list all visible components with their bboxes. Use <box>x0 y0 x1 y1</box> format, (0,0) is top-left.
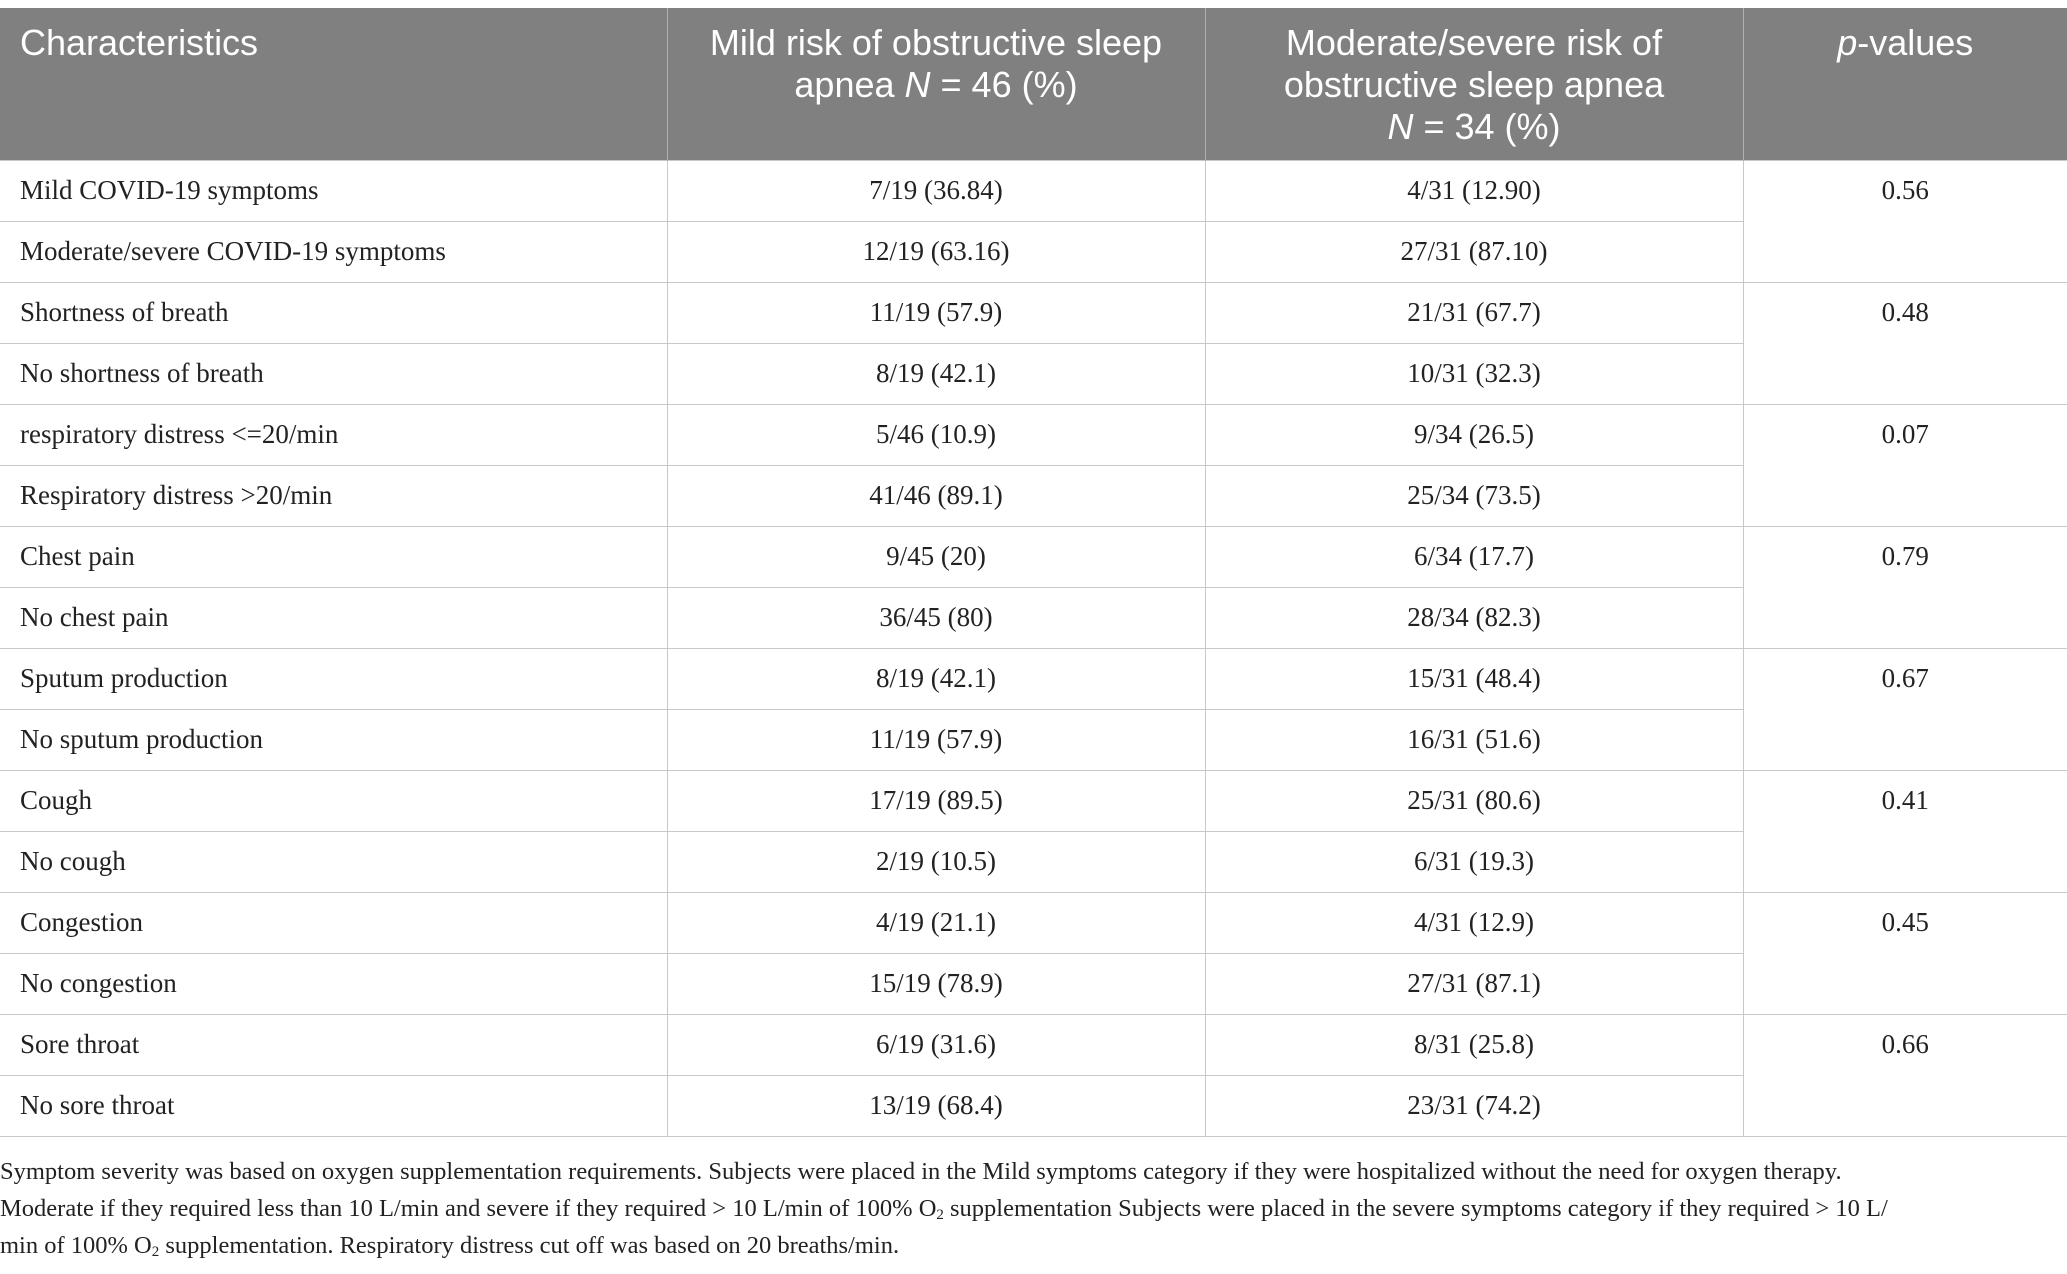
p-value: 0.66 <box>1743 1014 2067 1136</box>
table-row <box>0 160 2067 221</box>
row-label: Congestion <box>0 892 667 953</box>
header-mod-n: N <box>1387 106 1414 147</box>
header-mild-risk <box>667 8 1205 160</box>
mild-value: 13/19 (68.4) <box>667 1075 1205 1136</box>
p-value: 0.67 <box>1743 648 2067 770</box>
row-label: No congestion <box>0 953 667 1014</box>
row-label: Cough <box>0 770 667 831</box>
moderate-value: 27/31 (87.1) <box>1205 953 1743 1014</box>
mild-value: 15/19 (78.9) <box>667 953 1205 1014</box>
p-value: 0.48 <box>1743 282 2067 404</box>
mild-value: 12/19 (63.16) <box>667 221 1205 282</box>
mild-value: 36/45 (80) <box>667 587 1205 648</box>
mild-value: 9/45 (20) <box>667 526 1205 587</box>
table-footnote <box>0 1153 2050 1264</box>
header-p-values <box>1743 8 2067 160</box>
moderate-value: 21/31 (67.7) <box>1205 282 1743 343</box>
footnote-line3a: min of 100% O <box>0 1232 152 1259</box>
table-row <box>0 404 2067 465</box>
moderate-value: 10/31 (32.3) <box>1205 343 1743 404</box>
header-mild-n: N <box>904 64 931 105</box>
moderate-value: 4/31 (12.9) <box>1205 892 1743 953</box>
header-mild-line1: Mild risk of obstructive sleep <box>709 22 1163 63</box>
mild-value: 6/19 (31.6) <box>667 1014 1205 1075</box>
row-label: Sore throat <box>0 1014 667 1075</box>
p-value: 0.45 <box>1743 892 2067 1014</box>
moderate-value: 8/31 (25.8) <box>1205 1014 1743 1075</box>
p-value: 0.41 <box>1743 770 2067 892</box>
mild-value: 2/19 (10.5) <box>667 831 1205 892</box>
row-label: respiratory distress <=20/min <box>0 404 667 465</box>
row-label: No sputum production <box>0 709 667 770</box>
moderate-value: 6/34 (17.7) <box>1205 526 1743 587</box>
header-characteristics: Characteristics <box>0 8 667 160</box>
mild-value: 17/19 (89.5) <box>667 770 1205 831</box>
p-value: 0.79 <box>1743 526 2067 648</box>
table-body <box>0 160 2067 1136</box>
table-row <box>0 892 2067 953</box>
mild-value: 11/19 (57.9) <box>667 282 1205 343</box>
footnote-line1: Symptom severity was based on oxygen supplementation requirements. Subjects were placed in the Mild symptoms category if they were hospitalized without the need for oxygen therapy. <box>0 1158 1842 1185</box>
header-p-var: p <box>1837 22 1858 63</box>
header-p-post: -values <box>1857 22 1974 63</box>
header-mild-line2-pre: apnea <box>794 64 905 105</box>
footnote-line2a: Moderate if they required less than 10 L/min and severe if they required > 10 L/min of 100% O <box>0 1195 937 1222</box>
table-row <box>0 770 2067 831</box>
table-row <box>0 282 2067 343</box>
moderate-value: 27/31 (87.10) <box>1205 221 1743 282</box>
row-label: Mild COVID-19 symptoms <box>0 160 667 221</box>
mild-value: 7/19 (36.84) <box>667 160 1205 221</box>
mild-value: 8/19 (42.1) <box>667 648 1205 709</box>
mild-value: 5/46 (10.9) <box>667 404 1205 465</box>
row-label: Respiratory distress >20/min <box>0 465 667 526</box>
p-value: 0.56 <box>1743 160 2067 282</box>
header-mild-line2-post: = 46 (%) <box>930 64 1078 105</box>
moderate-value: 16/31 (51.6) <box>1205 709 1743 770</box>
moderate-value: 9/34 (26.5) <box>1205 404 1743 465</box>
table-row <box>0 1014 2067 1075</box>
moderate-value: 25/34 (73.5) <box>1205 465 1743 526</box>
p-value: 0.07 <box>1743 404 2067 526</box>
moderate-value: 4/31 (12.90) <box>1205 160 1743 221</box>
mild-value: 41/46 (89.1) <box>667 465 1205 526</box>
row-label: Moderate/severe COVID-19 symptoms <box>0 221 667 282</box>
footnote-line2b: supplementation Subjects were placed in the severe symptoms category if they required > 10 L/ <box>943 1195 1888 1222</box>
mild-value: 4/19 (21.1) <box>667 892 1205 953</box>
header-mod-line3-post: = 34 (%) <box>1413 106 1561 147</box>
header-moderate-risk <box>1205 8 1743 160</box>
moderate-value: 23/31 (74.2) <box>1205 1075 1743 1136</box>
table-row <box>0 648 2067 709</box>
moderate-value: 6/31 (19.3) <box>1205 831 1743 892</box>
row-label: No shortness of breath <box>0 343 667 404</box>
row-label: No chest pain <box>0 587 667 648</box>
results-table <box>0 8 2067 1137</box>
row-label: No cough <box>0 831 667 892</box>
header-mod-line1: Moderate/severe risk of <box>1285 22 1663 63</box>
footnote-sub-2: 2 <box>936 1207 944 1223</box>
footnote-line3b: supplementation. Respiratory distress cut off was based on 20 breaths/min. <box>159 1232 900 1259</box>
moderate-value: 15/31 (48.4) <box>1205 648 1743 709</box>
moderate-value: 25/31 (80.6) <box>1205 770 1743 831</box>
row-label: Sputum production <box>0 648 667 709</box>
mild-value: 8/19 (42.1) <box>667 343 1205 404</box>
header-mod-line2: obstructive sleep apnea <box>1283 64 1665 105</box>
table-row <box>0 526 2067 587</box>
table-header <box>0 8 2067 160</box>
mild-value: 11/19 (57.9) <box>667 709 1205 770</box>
row-label: Shortness of breath <box>0 282 667 343</box>
row-label: Chest pain <box>0 526 667 587</box>
footnote-sub-2b: 2 <box>151 1244 160 1260</box>
moderate-value: 28/34 (82.3) <box>1205 587 1743 648</box>
row-label: No sore throat <box>0 1075 667 1136</box>
